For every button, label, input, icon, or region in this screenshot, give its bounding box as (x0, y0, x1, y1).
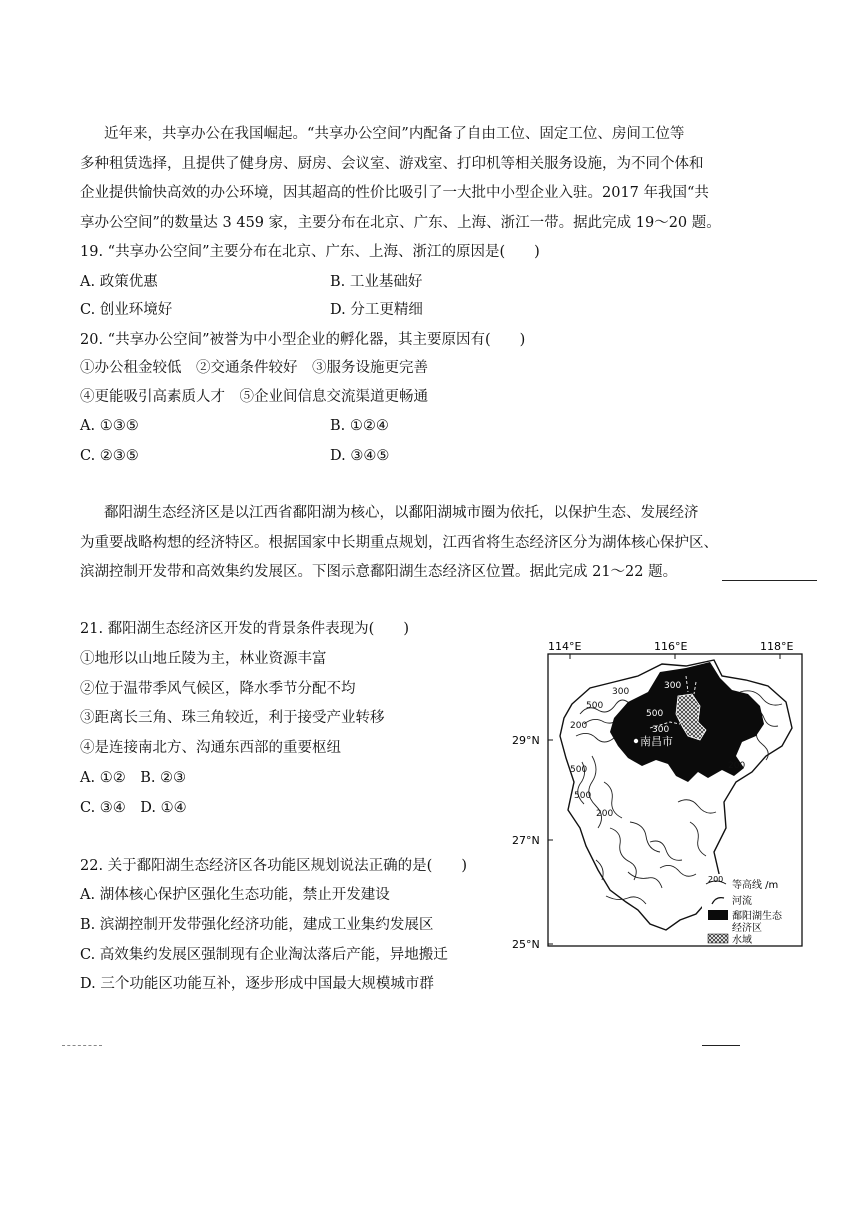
question-20-option-a[interactable]: A. ①③⑤ (80, 418, 139, 434)
lon-label-118: 118°E (760, 640, 794, 653)
question-22-option-b[interactable]: B. 滨湖控制开发带强化经济功能，建成工业集约发展区 (80, 917, 434, 933)
contour-label: 200 (596, 809, 614, 819)
legend-zone-swatch (708, 910, 728, 920)
intro2-line-3: 滨湖控制开发带和高效集约发展区。下图示意鄱阳湖生态经济区位置。据此完成 21～22 题。 (80, 564, 678, 580)
legend-zone-label-2: 经济区 (732, 923, 762, 934)
contour-label: 300 (612, 687, 630, 697)
legend-water-swatch (708, 934, 728, 943)
scan-mark-bottom-left (62, 1045, 102, 1046)
contour-label: 500 (586, 701, 604, 711)
city-label: 南昌市 (640, 735, 673, 748)
question-20-option-d[interactable]: D. ③④⑤ (330, 448, 390, 464)
question-19-stem: 19. “共享办公空间”主要分布在北京、广东、上海、浙江的原因是( ) (80, 244, 540, 260)
question-20-option-b[interactable]: B. ①②④ (330, 418, 389, 434)
legend-river-label: 河流 (732, 896, 752, 907)
question-19-option-b[interactable]: B. 工业基础好 (330, 274, 423, 290)
lat-label-29: 29°N (512, 734, 540, 747)
contour-label: 300 (652, 725, 670, 735)
lon-label-114: 114°E (548, 640, 582, 653)
question-21-options-row-1[interactable]: A. ①② B. ②③ (80, 770, 187, 786)
question-20-option-c[interactable]: C. ②③⑤ (80, 448, 139, 464)
intro1-line-4: 享办公空间”的数量达 3 459 家，主要分布在北京、广东、上海、浙江一带。据此完成 19～20 题。 (80, 215, 721, 231)
poyang-lake-map (510, 632, 810, 962)
legend-contour-value: 200 (708, 875, 724, 884)
contour-label: 200 (728, 761, 746, 771)
question-19-option-c[interactable]: C. 创业环境好 (80, 302, 173, 318)
contour-label: 500 (574, 791, 592, 801)
lat-label-25: 25°N (512, 938, 540, 951)
city-dot (634, 739, 638, 743)
scan-mark-bottom-right (702, 1045, 740, 1046)
contour-label: 300 (664, 681, 682, 691)
question-20-items-1: ①办公租金较低 ②交通条件较好 ③服务设施更完善 (80, 360, 428, 376)
question-20-items-2: ④更能吸引高素质人才 ⑤企业间信息交流渠道更畅通 (80, 389, 428, 405)
question-21-options-row-2[interactable]: C. ③④ D. ①④ (80, 800, 187, 816)
lon-label-116: 116°E (654, 640, 688, 653)
legend-contour-label: 等高线 /m (732, 880, 779, 891)
question-21-item-2: ②位于温带季风气候区，降水季节分配不均 (80, 681, 356, 697)
legend-water-label: 水域 (732, 935, 752, 946)
map-legend (702, 874, 800, 946)
question-19-option-a[interactable]: A. 政策优惠 (80, 274, 158, 290)
legend-zone-label-1: 鄱阳湖生态 (732, 911, 782, 922)
intro2-trailing-rule (722, 580, 817, 581)
intro1-line-1: 近年来，共享办公在我国崛起。“共享办公空间”内配备了自由工位、固定工位、房间工位等 (104, 126, 685, 142)
lat-label-27: 27°N (512, 834, 540, 847)
question-22-option-a[interactable]: A. 湖体核心保护区强化生态功能，禁止开发建设 (80, 887, 390, 903)
intro1-line-2: 多种租赁选择，且提供了健身房、厨房、会议室、游戏室、打印机等相关服务设施，为不同个体和 (80, 156, 704, 172)
question-22-option-c[interactable]: C. 高效集约发展区强制现有企业淘汰落后产能，异地搬迁 (80, 947, 448, 963)
intro1-line-3: 企业提供愉快高效的办公环境，因其超高的性价比吸引了一大批中小型企业入驻。2017 年我国“共 (80, 185, 709, 201)
intro2-line-2: 为重要战略构想的经济特区。根据国家中长期重点规划，江西省将生态经济区分为湖体核心保护区、 (80, 535, 718, 551)
intro2-line-1: 鄱阳湖生态经济区是以江西省鄱阳湖为核心，以鄱阳湖城市圈为依托，以保护生态、发展经济 (104, 505, 699, 521)
question-20-stem: 20. “共享办公空间”被誉为中小型企业的孵化器，其主要原因有( ) (80, 332, 526, 348)
question-22-stem: 22. 关于鄱阳湖生态经济区各功能区规划说法正确的是( ) (80, 858, 467, 874)
contour-label: 500 (570, 765, 588, 775)
question-21-item-3: ③距离长三角、珠三角较近，利于接受产业转移 (80, 710, 385, 726)
question-21-stem: 21. 鄱阳湖生态经济区开发的背景条件表现为( ) (80, 621, 409, 637)
contour-label: 500 (646, 709, 664, 719)
contour-label: 200 (570, 721, 588, 731)
question-21-item-1: ①地形以山地丘陵为主，林业资源丰富 (80, 651, 327, 667)
question-21-item-4: ④是连接南北方、沟通东西部的重要枢纽 (80, 740, 341, 756)
question-22-option-d[interactable]: D. 三个功能区功能互补，逐步形成中国最大规模城市群 (80, 976, 434, 992)
question-19-option-d[interactable]: D. 分工更精细 (330, 302, 423, 318)
